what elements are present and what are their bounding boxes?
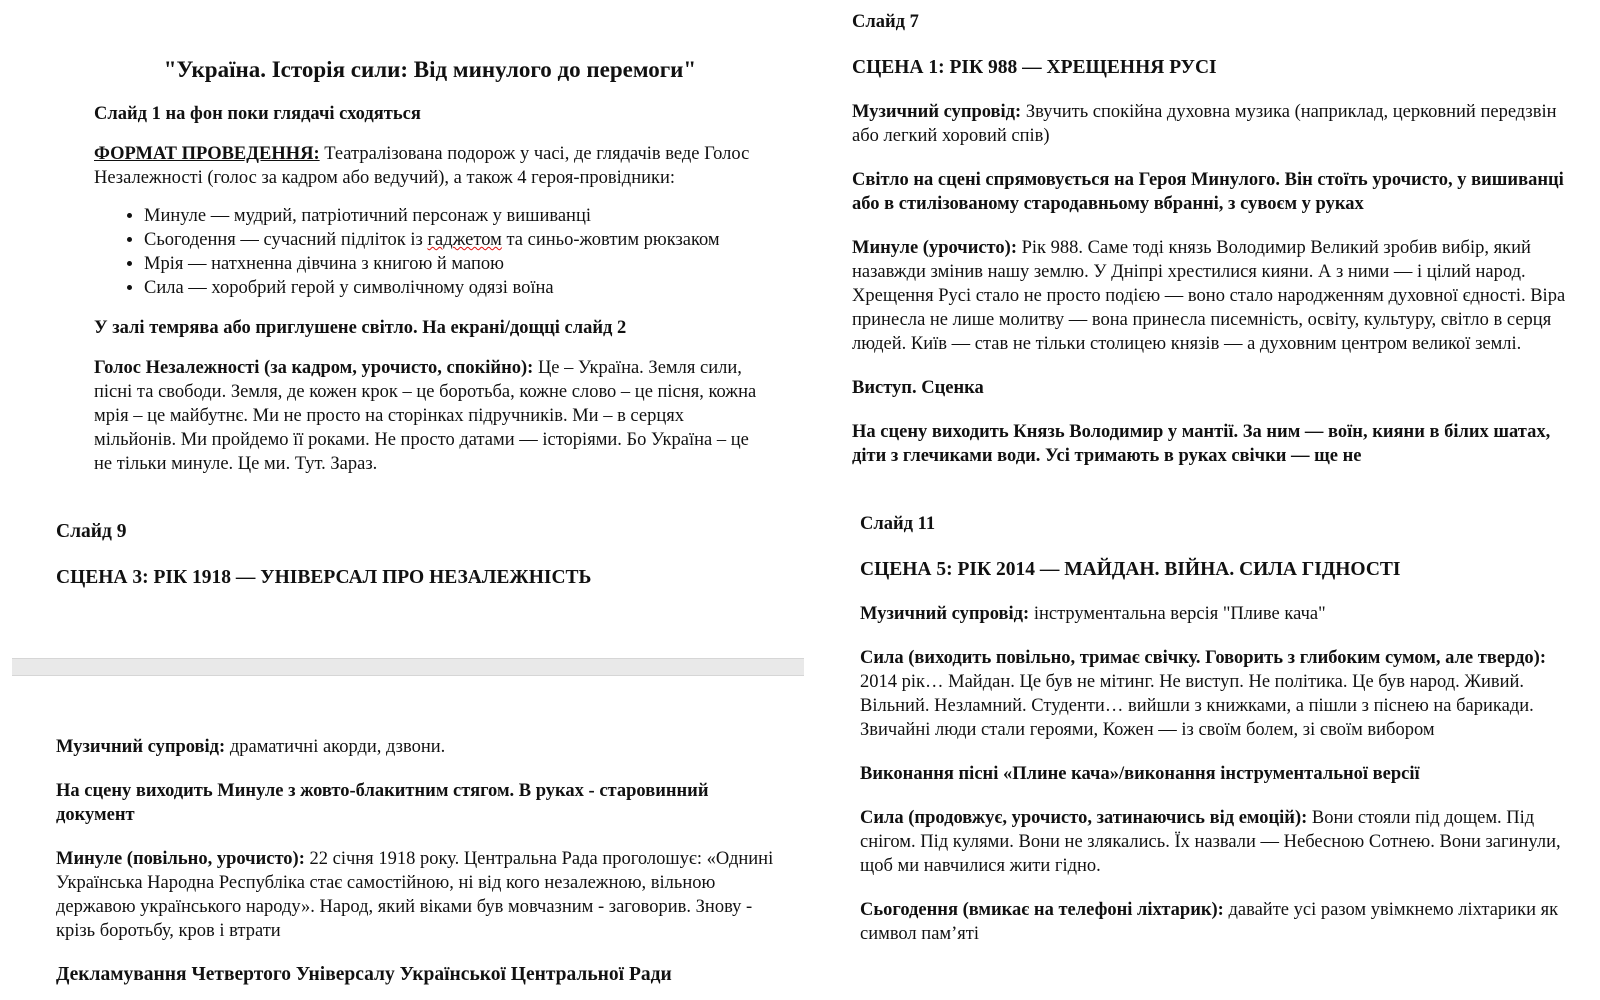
slide11-music <box>860 602 1576 626</box>
page-divider <box>12 658 804 676</box>
slide11-panel <box>860 512 1576 946</box>
past-text: 22 січня 1918 року. Центральна Рада проголошує: «Однині Українська Народна Республіка стає самостійною, ні від кого незалежною, вільною державою українського народу». Народ, який віками був мовчазним - заговорив. Знову - крізь боротьбу, кров і втрати <box>56 849 774 941</box>
list-item: • Мрія — натхненна дівчина з книгою й мапою <box>144 252 766 276</box>
misspelled-word: гаджетом <box>427 230 502 250</box>
slide11-scene-heading: СЦЕНА 5: РІК 2014 — МАЙДАН. ВІЙНА. СИЛА ГІДНОСТІ <box>860 559 1401 580</box>
slide7-performance: Виступ. Сценка <box>852 378 984 398</box>
slide9-label: Слайд 9 <box>56 521 127 542</box>
voice-text: Це – Україна. Земля сили, пісні та свободи. Земля, де кожен крок – це боротьба, кожне слово – це пісня, кожна мрія – це майбутнє. Ми не просто на сторінках підручників. Ми – в серцях мільйонів. Ми пройдемо її роками. Не просто датами — історіями. Бо Україна – це не тільки минуле. Це ми. Тут. Зараз. <box>94 358 757 474</box>
slide7-label: Слайд 7 <box>852 12 919 32</box>
slide9-content <box>56 735 780 987</box>
slide7-stage-note: На сцену виходить Князь Володимир у мантії. За ним — воїн, кияни в білих шатах, діти з глечиками води. Усі тримають в руках свічки — ще не <box>852 422 1551 466</box>
slide1-note: Слайд 1 на фон поки глядачі сходяться <box>94 104 421 124</box>
strength2-text: Вони стояли під дощем. Під снігом. Під кулями. Вони не злякались. Їх назвали — Небесною Сотнею. Вони загинули, щоб ми навчилися жити гідно. <box>860 808 1561 876</box>
today-text: давайте усі разом увімкнемо ліхтарики як символ пам’яті <box>860 900 1559 944</box>
strength2-label: Сила (продовжує, урочисто, затинаючись від емоцій): <box>860 808 1308 828</box>
voice-paragraph <box>94 356 766 476</box>
format-text: Театралізована подорож у часі, де глядачів веде Голос Незалежності (голос за кадром або ведучий), а також 4 героя-провідники: <box>94 144 750 188</box>
music-label: Музичний супровід: <box>852 102 1022 122</box>
slide7-light-note: Світло на сцені спрямовується на Героя Минулого. Він стоїть урочисто, у вишиванці або в стилізованому стародавньому вбранні, з сувоєм у руках <box>852 170 1564 214</box>
slide7-scene-heading: СЦЕНА 1: РІК 988 — ХРЕЩЕННЯ РУСІ <box>852 57 1217 78</box>
dark-hall-note: У залі темрява або приглушене світло. На екрані/дощці слайд 2 <box>94 318 627 338</box>
hero2-text-end: та синьо-жовтим рюкзаком <box>501 230 720 250</box>
strength-label: Сила (виходить повільно, тримає свічку. Говорить з глибоким сумом, але твердо): <box>860 648 1547 668</box>
slide7-past-speech <box>852 236 1572 356</box>
format-label: ФОРМАТ ПРОВЕДЕННЯ: <box>94 144 320 164</box>
heroes-list <box>94 204 766 300</box>
slide11-label: Слайд 11 <box>860 514 936 534</box>
slide7-panel <box>852 10 1572 500</box>
music-text: інструментальна версія "Пливе кача" <box>1029 604 1326 624</box>
slide7-music <box>852 100 1572 148</box>
strength-text: 2014 рік… Майдан. Це був не мітинг. Не виступ. Не політика. Це був народ. Живий. Вільний. Незламний. Студенти… вийшли з книжками, а пішли з піснею на барикади. Звичайні люди стали героями, Кожен — із своїм болем, зі своїм вибором <box>860 672 1534 740</box>
past-text: Рік 988. Саме тоді князь Володимир Великий зробив вибір, який назавжди змінив нашу землю. У Дніпрі хрестилися кияни. А з ними — і цілий народ. Хрещення Русі стало не просто подією — воно стало народженням духовної єдності. Віра принесла не лише молитву — вона принесла писемність, освіту, культуру, світло в серця людей. Київ — став не тільки столицею князів — а духовним центром великої землі. <box>852 238 1566 354</box>
past-label: Минуле (повільно, урочисто): <box>56 849 305 869</box>
voice-label: Голос Незалежності (за кадром, урочисто, спокійно): <box>94 358 534 378</box>
document-title: "Україна. Історія сили: Від минулого до перемоги" <box>163 57 697 82</box>
slide9-scene-heading: СЦЕНА 3: РІК 1918 — УНІВЕРСАЛ ПРО НЕЗАЛЕЖНІСТЬ <box>56 567 592 588</box>
music-text: Звучить спокійна духовна музика (наприклад, церковний передзвін або легкий хоровий спів) <box>852 102 1557 146</box>
music-text: драматичні акорди, дзвони. <box>225 737 446 757</box>
slide11-today-speech <box>860 898 1576 946</box>
past-label: Минуле (урочисто): <box>852 238 1017 258</box>
slide9-stage-note: На сцену виходить Минуле з жовто-блакитним стягом. В руках - старовинний документ <box>56 781 709 825</box>
slide9-past-speech <box>56 847 780 943</box>
intro-panel <box>94 58 766 476</box>
slide9-panel <box>56 520 780 590</box>
today-label: Сьогодення (вмикає на телефоні ліхтарик): <box>860 900 1224 920</box>
slide9-music <box>56 735 780 759</box>
music-label: Музичний супровід: <box>860 604 1030 624</box>
slide9-declamation: Декламування Четвертого Універсалу Української Центральної Ради <box>56 964 672 985</box>
list-item: • Минуле — мудрий, патріотичний персонаж у вишиванці <box>144 204 766 228</box>
slide11-song-note: Виконання пісні «Плине кача»/виконання інструментальної версії <box>860 764 1420 784</box>
music-label: Музичний супровід: <box>56 737 226 757</box>
slide11-strength-speech <box>860 646 1576 742</box>
list-item <box>144 228 766 252</box>
list-item: • Сила — хоробрий герой у символічному одязі воїна <box>144 276 766 300</box>
slide11-strength2-speech <box>860 806 1576 878</box>
hero2-text: Сьогодення — сучасний підліток із <box>144 230 428 250</box>
format-paragraph <box>94 142 766 190</box>
